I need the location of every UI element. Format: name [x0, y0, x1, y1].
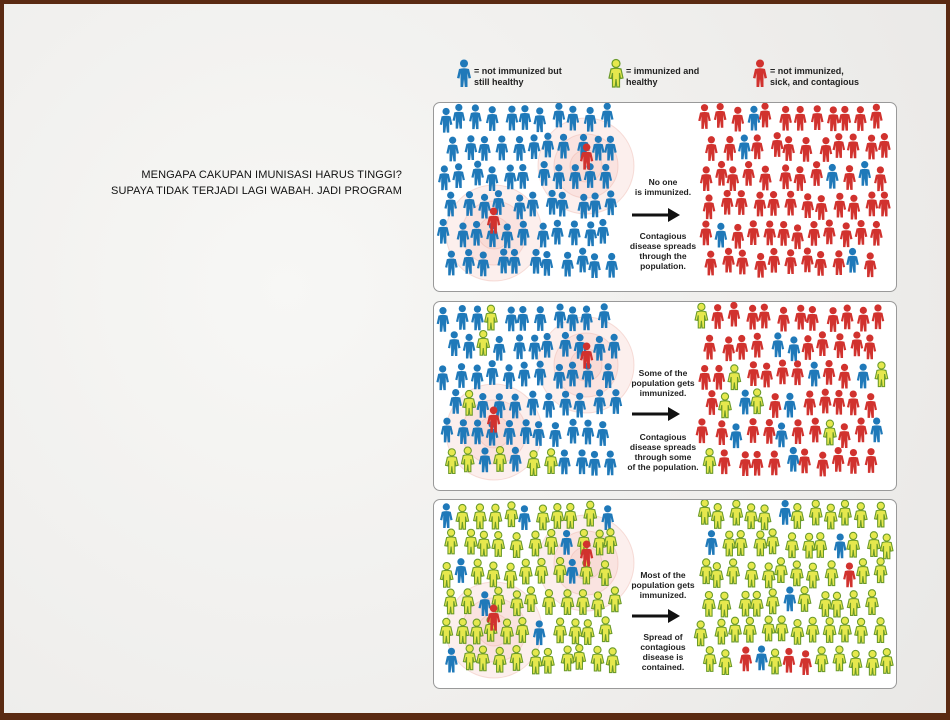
legend-label: healthy	[626, 77, 658, 87]
legend-label: = not immunized but	[474, 66, 562, 76]
legend-item-immunized-healthy	[608, 58, 700, 91]
legend-label: still healthy	[474, 77, 524, 87]
arrow-right-icon	[630, 406, 682, 422]
panel-some-immunization	[433, 301, 897, 491]
slide-text-line-1: MENGAPA CAKUPAN IMUNISASI HARUS TINGGI?	[141, 169, 402, 181]
legend	[456, 58, 906, 98]
slide-text-line-2: SUPAYA TIDAK TERJADI LAGI WABAH. JADI PROGRAM	[111, 185, 402, 197]
arrow-right-icon	[630, 207, 682, 223]
person-yellow-icon	[608, 58, 624, 88]
caption-top: No one is immunized.	[634, 177, 692, 197]
caption-bottom: Contagious disease spreads through some of the population.	[627, 432, 699, 472]
arrow-right-icon	[630, 608, 682, 624]
legend-label: = immunized and	[626, 66, 700, 76]
slide-text	[42, 167, 402, 199]
caption-top: Most of the population gets immunized.	[631, 570, 695, 600]
person-red-icon	[752, 58, 768, 88]
caption-bottom: Spread of contagious disease is contained.	[640, 632, 686, 672]
panel-no-immunization	[433, 102, 897, 292]
caption-bottom: Contagious disease spreads through the population.	[629, 231, 697, 271]
legend-item-sick-contagious	[752, 58, 860, 91]
caption-top: Some of the population gets immunized.	[631, 368, 695, 398]
person-blue-icon	[456, 58, 472, 88]
legend-item-not-immunized-healthy	[456, 58, 562, 91]
legend-label: = not immunized,	[770, 66, 844, 76]
legend-label: sick, and contagious	[770, 77, 860, 87]
panel-most-immunization	[433, 499, 897, 689]
